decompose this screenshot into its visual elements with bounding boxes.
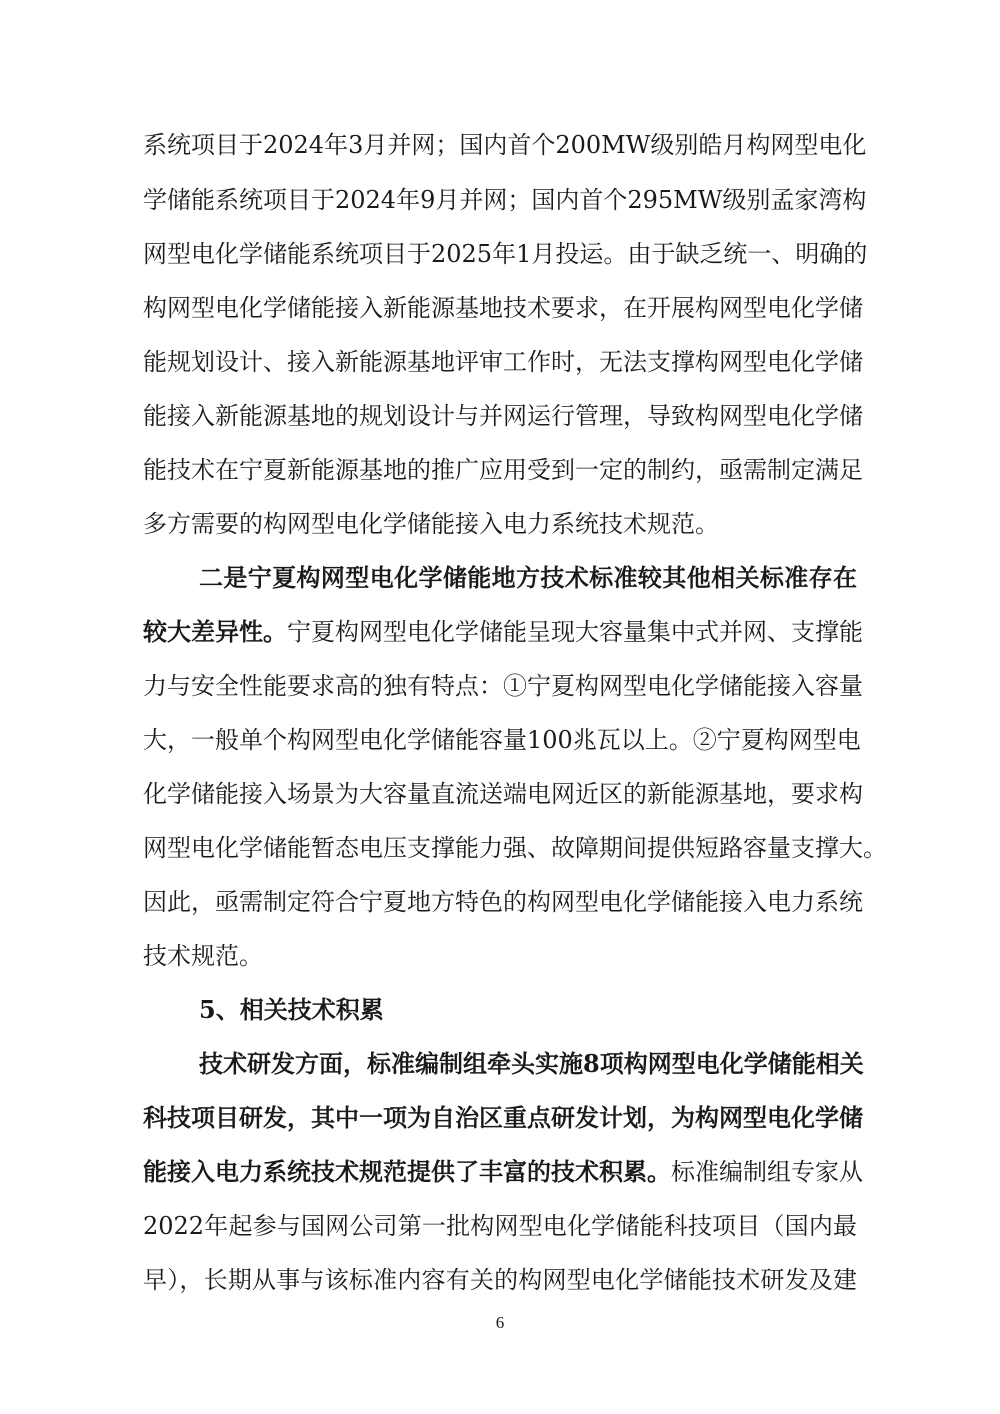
paragraph-line: 技术规范。: [143, 942, 263, 970]
paragraph-line: 能技术在宁夏新能源基地的推广应用受到一定的制约，亟需制定满足: [143, 456, 863, 484]
paragraph-line: [143, 612, 863, 652]
paragraph-line: [143, 1152, 863, 1192]
paragraph-line: 构网型电化学储能接入新能源基地技术要求，在开展构网型电化学储: [143, 294, 863, 322]
paragraph-line: 能规划设计、接入新能源基地评审工作时，无法支撑构网型电化学储: [143, 348, 863, 376]
paragraph-line: 网型电化学储能系统项目于2025年1月投运。由于缺乏统一、明确的: [143, 240, 868, 268]
paragraph-line: 因此，亟需制定符合宁夏地方特色的构网型电化学储能接入电力系统: [143, 888, 863, 916]
bold-lead-text: 较大差异性。: [143, 617, 287, 646]
paragraph-line: 网型电化学储能暂态电压支撑能力强、故障期间提供短路容量支撑大。: [143, 834, 887, 862]
paragraph-line: 化学储能接入场景为大容量直流送端电网近区的新能源基地，要求构: [143, 780, 863, 808]
paragraph-line: 系统项目于2024年3月并网；国内首个200MW级别皓月构网型电化: [143, 131, 867, 159]
paragraph-line: 2022年起参与国网公司第一批构网型电化学储能科技项目（国内最: [143, 1212, 857, 1240]
paragraph-line: 力与安全性能要求高的独有特点：①宁夏构网型电化学储能接入容量: [143, 672, 863, 700]
paragraph-line: 学储能系统项目于2024年9月并网；国内首个295MW级别孟家湾构: [143, 186, 867, 214]
paragraph-line-bold: 二是宁夏构网型电化学储能地方技术标准较其他相关标准存在: [199, 563, 857, 592]
paragraph-line: 大，一般单个构网型电化学储能容量100兆瓦以上。②宁夏构网型电: [143, 726, 861, 754]
section-heading: 5、相关技术积累: [199, 995, 384, 1024]
paragraph-line-bold: 技术研发方面，标准编制组牵头实施8项构网型电化学储能相关: [199, 1049, 864, 1078]
paragraph-line: 能接入新能源基地的规划设计与并网运行管理，导致构网型电化学储: [143, 402, 863, 430]
bold-lead-text: 能接入电力系统技术规范提供了丰富的技术积累。: [143, 1157, 671, 1186]
paragraph-line-bold: 科技项目研发，其中一项为自治区重点研发计划，为构网型电化学储: [143, 1103, 863, 1132]
body-text: 宁夏构网型电化学储能呈现大容量集中式并网、支撑能: [287, 618, 863, 646]
paragraph-line: 早），长期从事与该标准内容有关的构网型电化学储能技术研发及建: [143, 1266, 857, 1294]
paragraph-line: 多方需要的构网型电化学储能接入电力系统技术规范。: [143, 510, 719, 538]
page-number: 6: [495, 1313, 505, 1332]
body-text: 标准编制组专家从: [671, 1158, 863, 1186]
